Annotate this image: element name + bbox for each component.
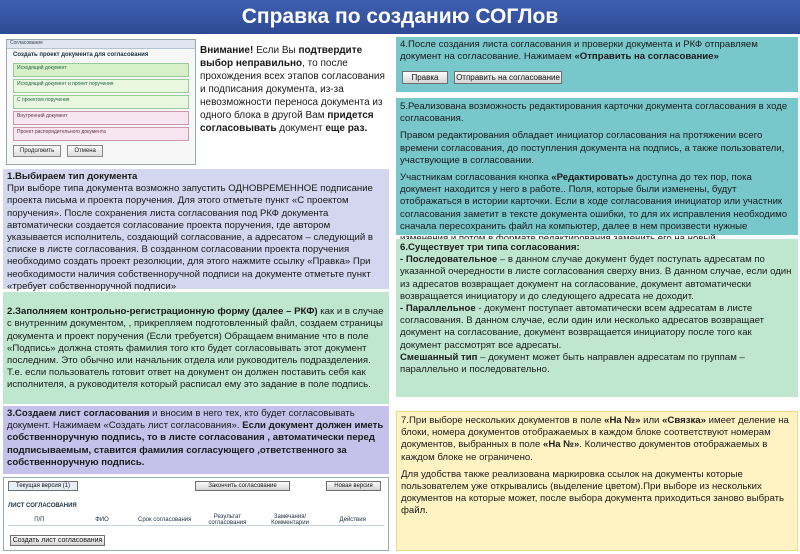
- option-administrative: Проект распорядительного документа: [13, 127, 189, 141]
- step-2-body: как и в случае с внутренним документом, , прикрепляем подготовленный файл, создаем страницы документа и проект поручения (Если требуется) Обращаем внимание что в поле «Подпись» должна стоять фамилия того кто будет согласовывать этот документ последним. Это обычно или начальник отдела или руководитель подразделения. Т.е. если пользователь готовит ответ на документ он должен поставить себя как исполнителя, а руководителя который расписал ему это задание в поле подпись.: [7, 306, 384, 391]
- step-3-panel: [3, 406, 389, 474]
- option-internal: Внутренний документ: [13, 111, 189, 125]
- column-number: П/П: [34, 517, 45, 523]
- step-7-text-c: или: [640, 415, 663, 426]
- step-5-rights: Правом редактирования обладает инициатор согласования на протяжении всего времени согласования, до поступления документа на подпись, а также пользователи, участвующие в согласовании.: [400, 130, 785, 166]
- step-5-panel: [396, 98, 798, 235]
- step-7-text-e: имеет деление на блоки, номера документов отображаемых в каждом блоке соответствуют номерам документов, выбранных в поле: [401, 415, 789, 451]
- warning-bold-3: еще раз.: [325, 123, 368, 134]
- new-version-button: Новая версия: [326, 481, 381, 491]
- warning-text: Если Вы: [253, 45, 299, 56]
- type-sequential-label: - Последовательное: [400, 254, 498, 266]
- step-3-bold: Если документ должен иметь собственноручную подпись, то в листе согласования , автоматически перед подписываемым, ставится фамилия согласующего ,ответственного за собственноручную подпись.: [7, 420, 384, 468]
- type-mixed-label: Смешанный тип: [400, 351, 478, 363]
- approval-list-title: ЛИСТ СОГЛАСОВАНИЯ: [8, 503, 77, 509]
- document-type-dialog-screenshot: [6, 39, 196, 165]
- step-5-text-a: Участникам согласования кнопка: [400, 172, 552, 184]
- dialog-window-title: Согласование: [7, 40, 195, 49]
- dialog-cancel-button: Отмена: [67, 145, 103, 157]
- warning-bold-1: подтвердите выбор неправильно: [200, 45, 363, 69]
- step-7-field-na-2: «На №»: [543, 439, 580, 451]
- step-3-heading: 3.Создаем лист согласования: [7, 408, 150, 419]
- column-comments: Замечания/Комментарии: [271, 514, 309, 526]
- step-1-panel: [3, 169, 389, 292]
- edit-button: Правка: [402, 71, 448, 84]
- step-7-field-na: «На №»: [604, 415, 641, 426]
- step-7-blocks: [401, 415, 793, 464]
- option-outgoing: Исходящий документ: [13, 63, 189, 77]
- type-sequential: [400, 254, 794, 303]
- page-title: Справка по созданию СОГЛов: [0, 0, 800, 34]
- step-2-panel: [3, 292, 389, 404]
- step-5-bold: «Редактировать»: [551, 172, 634, 184]
- warning-lead: Внимание!: [200, 45, 254, 56]
- step-2-heading: 2.Заполняем контрольно-регистрационную форму (далее – РКФ): [7, 306, 318, 318]
- step-5-intro: 5.Реализована возможность редактирования карточки документа согласования в ходе согласования.: [400, 101, 788, 125]
- column-result: Результат согласования: [208, 514, 247, 526]
- step-3-body: и вносим в него тех, кто будет согласовывать документ. Нажимаем «Создать лист согласования».: [7, 408, 355, 432]
- type-mixed: [400, 352, 794, 376]
- step-7-marking: Для удобства также реализована маркировка ссылок на документы которые пользователем уже открывались (выделение цветом).При выборе из нескольких документов на которые может, после выбора документа приходиться заново выбрать файл.: [401, 468, 784, 517]
- column-name: ФИО: [95, 517, 109, 523]
- create-approval-list-button: Создать лист согласования: [10, 535, 105, 546]
- step-5-details: [400, 172, 794, 245]
- step-5-text-c: доступна до тех пор, пока документ находится у него в работе.. Поля, которые были изменены, будут отображаться в истории карточки. Если в ходе согласования инициатор или участник согласования заметит в тексте документа ошибки, то для их исправления необходимо сначала пересохранить файл на компьютер, далее в нем произвести нужные: [400, 172, 788, 232]
- type-parallel-label: - Параллельное: [400, 303, 476, 315]
- type-sequential-desc: – в данном случае документ будет поступать адресатам по указанной очередности в листе согласования сверху вниз. В данном случае, если один из адресатов возвращает документ на согласование, документ автоматически возвращается инициатору и до следующего адресата не доходит.: [400, 254, 792, 302]
- warning-note: [200, 44, 390, 168]
- step-6-panel: [396, 239, 798, 397]
- type-mixed-desc: – документ может быть направлен адресатам по группам – параллельно и последовательно.: [400, 351, 745, 376]
- approval-list-header: [8, 515, 384, 526]
- warning-bold-2: придется согласовывать: [200, 110, 374, 134]
- step-1-heading: 1.Выбираем тип документа: [7, 171, 138, 182]
- option-with-order-project: С проектом поручения: [13, 95, 189, 109]
- dialog-caption: Создать проект документа для согласования: [13, 52, 149, 58]
- step-1-body: При выборе типа документа возможно запустить ОДНОВРЕМЕННОЕ подписание проекта письма и проекта поручения. Для этого отметьте пункт «С проектом поручения». После сохранения листа согласования под РКФ документа автоматически создается согласование проекта поручения, где автором указывается исполнитель, создающий согласование, а адресатом – следующий в списке в листе согласования. В созданном согласовании проекта поручения необходимо создать проект резолюции, для этого нажмите ссылку «Правка» При необходимости наличия собственноручной подписи на документе отметьте пункт «требует собственноручной подписи»: [7, 183, 373, 292]
- current-version-tab: Текущая версия (1): [8, 481, 78, 491]
- option-outgoing-with-order: Исходящий документ и проект поручения: [13, 79, 189, 93]
- warning-text-2: , то после прохождения всех этапов согласования и подписания документа, из-за невозможности переноса документа из одного блока в другой Вам: [200, 58, 385, 121]
- finish-approval-button: Закончить согласование: [195, 481, 290, 491]
- column-deadline: Срок согласования: [137, 517, 192, 523]
- step-7-field-link: «Связка»: [662, 415, 706, 426]
- type-parallel: [400, 303, 794, 352]
- dialog-continue-button: Продолжить: [13, 145, 61, 157]
- column-actions: Действия: [339, 517, 366, 523]
- type-parallel-desc: - документ поступает автоматически всем адресатам в листе согласования. В данном случае, если один или несколько адресатов возвращает документ на согласование, документ возвращается инициатору после того как документ рассмотрят все адресаты.: [400, 303, 765, 351]
- step-7-text-a: 7.При выборе нескольких документов в поле: [401, 415, 605, 426]
- send-for-approval-button: Отправить на согласование: [454, 71, 562, 84]
- step-4-bold: «Отправить на согласование»: [574, 51, 719, 63]
- step-7-panel: [396, 411, 798, 551]
- warning-text-3: документ: [276, 123, 326, 134]
- step-4-text: 4.После создания листа согласования и проверки документа и РКФ отправляем документ на согласование. Нажимаем: [400, 39, 758, 63]
- step-7-text-g: . Количество документов отображаемых в каждом блоке не ограничено.: [401, 439, 768, 463]
- step-6-heading: 6.Существует три типа согласования:: [400, 242, 580, 253]
